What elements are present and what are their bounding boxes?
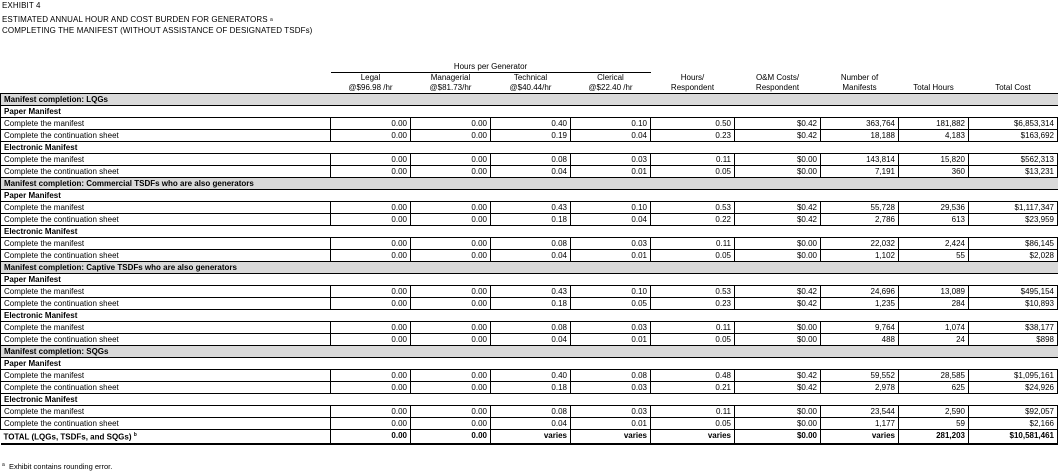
table-row [1, 214, 1058, 226]
table-cell: 0.00 [331, 322, 411, 334]
col-number-of-manifests: Number of Manifests [840, 73, 879, 92]
table-cell: 0.03 [571, 238, 651, 250]
table-cell: 2,786 [821, 214, 899, 226]
table-cell: 24 [899, 334, 969, 346]
table-cell: $0.00 [735, 166, 821, 178]
table-cell: 0.01 [571, 250, 651, 262]
table-cell: 0.03 [571, 322, 651, 334]
table-cell: 0.00 [411, 406, 491, 418]
manifest-type-label: Paper Manifest [1, 274, 1058, 286]
table-cell: 613 [899, 214, 969, 226]
table-cell: $0.42 [735, 202, 821, 214]
table-cell: 0.48 [651, 370, 735, 382]
table-cell: 0.10 [571, 118, 651, 130]
section-header [1, 262, 1058, 274]
row-label: Complete the continuation sheet [1, 130, 331, 142]
row-label: Complete the continuation sheet [1, 250, 331, 262]
row-label: Complete the continuation sheet [1, 214, 331, 226]
table-cell: $92,057 [969, 406, 1058, 418]
table-row [1, 286, 1058, 298]
table-cell: 0.04 [491, 334, 571, 346]
manifest-type-label: Paper Manifest [1, 358, 1058, 370]
table-cell: 0.11 [651, 154, 735, 166]
table-cell: 2,978 [821, 382, 899, 394]
table-cell: 0.11 [651, 406, 735, 418]
table-cell: 0.04 [571, 130, 651, 142]
table-cell: 0.10 [571, 286, 651, 298]
section-header [1, 94, 1058, 106]
table-cell: 0.00 [411, 166, 491, 178]
manifest-type-header [1, 358, 1058, 370]
table-cell: 0.18 [491, 214, 571, 226]
table-cell: 360 [899, 166, 969, 178]
title-line-1: ESTIMATED ANNUAL HOUR AND COST BURDEN FOR GENERATORS [2, 15, 268, 24]
table-cell: 0.00 [331, 118, 411, 130]
table-row [1, 250, 1058, 262]
table-cell: 0.40 [491, 118, 571, 130]
table-cell: 24,696 [821, 286, 899, 298]
table-cell: $0.00 [735, 238, 821, 250]
table-cell: $0.00 [735, 418, 821, 430]
table-cell: 0.53 [651, 202, 735, 214]
table-cell: 0.05 [571, 298, 651, 310]
manifest-type-header [1, 274, 1058, 286]
header-row-group [1, 61, 1058, 73]
table-cell: 143,814 [821, 154, 899, 166]
table-cell: $0.42 [735, 298, 821, 310]
col-om-costs: O&M Costs/ Respondent [755, 73, 800, 92]
footnote-marker: a [2, 462, 5, 468]
table-cell: 0.00 [331, 250, 411, 262]
table-cell: 0.00 [411, 154, 491, 166]
table-cell: $2,028 [969, 250, 1058, 262]
table-cell: 1,177 [821, 418, 899, 430]
table-cell: 0.00 [411, 286, 491, 298]
table-cell: 4,183 [899, 130, 969, 142]
table-cell: 0.43 [491, 202, 571, 214]
total-footnote-marker: b [133, 432, 137, 438]
table-cell: 0.00 [411, 298, 491, 310]
table-cell: 0.00 [331, 298, 411, 310]
table-cell: 0.18 [491, 298, 571, 310]
table-cell: 1,074 [899, 322, 969, 334]
table-cell: $0.42 [735, 382, 821, 394]
row-label: Complete the continuation sheet [1, 418, 331, 430]
section-title: Manifest completion: LQGs [1, 94, 1058, 106]
section-title: Manifest completion: SQGs [1, 346, 1058, 358]
manifest-type-header [1, 142, 1058, 154]
table-cell: $38,177 [969, 322, 1058, 334]
table-cell: 0.00 [411, 334, 491, 346]
table-cell: $0.00 [735, 334, 821, 346]
table-cell: 0.00 [331, 334, 411, 346]
manifest-type-header [1, 190, 1058, 202]
table-row [1, 118, 1058, 130]
table-cell: 0.00 [331, 214, 411, 226]
manifest-type-label: Electronic Manifest [1, 310, 1058, 322]
table-cell: $2,166 [969, 418, 1058, 430]
table-cell: 0.23 [651, 298, 735, 310]
footnote [2, 462, 112, 471]
table-cell: 0.00 [331, 202, 411, 214]
table-cell: 0.50 [651, 118, 735, 130]
table-cell: $0.42 [735, 370, 821, 382]
table-cell: 0.00 [331, 166, 411, 178]
table-cell: $13,231 [969, 166, 1058, 178]
section-header [1, 346, 1058, 358]
table-cell: 0.43 [491, 286, 571, 298]
table-cell: 15,820 [899, 154, 969, 166]
table-cell: 2,424 [899, 238, 969, 250]
table-cell: 0.05 [651, 166, 735, 178]
table-row [1, 406, 1058, 418]
table-cell: 18,188 [821, 130, 899, 142]
table-row [1, 418, 1058, 430]
table-cell: 1,235 [821, 298, 899, 310]
col-managerial: Managerial @$81.73/hr [429, 73, 472, 92]
table-row [1, 130, 1058, 142]
col-total-hours: Total Hours [913, 83, 954, 92]
table-cell: 0.01 [571, 166, 651, 178]
header-row-columns [1, 73, 1058, 94]
table-cell: 0.08 [571, 370, 651, 382]
table-cell: 0.11 [651, 322, 735, 334]
exhibit-number: EXHIBIT 4 [2, 1, 41, 10]
table-cell: 0.19 [491, 130, 571, 142]
table-cell: 0.04 [491, 166, 571, 178]
table-cell: $0.42 [735, 130, 821, 142]
manifest-type-label: Electronic Manifest [1, 226, 1058, 238]
total-cell: varies [651, 430, 735, 444]
table-cell: 0.21 [651, 382, 735, 394]
table-cell: 59 [899, 418, 969, 430]
total-cell: $0.00 [735, 430, 821, 444]
exhibit-title [2, 15, 273, 25]
table-row [1, 166, 1058, 178]
table-cell: 0.00 [331, 406, 411, 418]
table-cell: $24,926 [969, 382, 1058, 394]
row-label: Complete the manifest [1, 202, 331, 214]
table-cell: 59,552 [821, 370, 899, 382]
table-cell: 0.08 [491, 154, 571, 166]
table-cell: 0.00 [411, 418, 491, 430]
col-total-cost: Total Cost [995, 83, 1031, 92]
section-title: Manifest completion: Commercial TSDFs who are also generators [1, 178, 1058, 190]
manifest-type-label: Paper Manifest [1, 106, 1058, 118]
table-cell: 22,032 [821, 238, 899, 250]
exhibit-subtitle: COMPLETING THE MANIFEST (WITHOUT ASSISTANCE OF DESIGNATED TSDFs) [2, 26, 313, 35]
table-cell: 0.18 [491, 382, 571, 394]
row-label: Complete the manifest [1, 370, 331, 382]
table-cell: $0.42 [735, 118, 821, 130]
total-cell: varies [571, 430, 651, 444]
table-cell: 0.00 [411, 370, 491, 382]
table-cell: 13,089 [899, 286, 969, 298]
table-cell: 0.08 [491, 406, 571, 418]
row-label: Complete the manifest [1, 406, 331, 418]
table-row [1, 322, 1058, 334]
table-cell: 0.53 [651, 286, 735, 298]
total-cell: 281,203 [899, 430, 969, 444]
table-cell: 0.04 [491, 418, 571, 430]
table-cell: 0.05 [651, 334, 735, 346]
table-cell: 0.00 [411, 382, 491, 394]
table-cell: 0.23 [651, 130, 735, 142]
table-cell: 0.08 [491, 322, 571, 334]
table-cell: 0.01 [571, 334, 651, 346]
table-row [1, 154, 1058, 166]
total-cell: 0.00 [411, 430, 491, 444]
table-cell: 0.04 [571, 214, 651, 226]
table-cell: $0.00 [735, 250, 821, 262]
row-label: Complete the continuation sheet [1, 382, 331, 394]
row-label: Complete the continuation sheet [1, 298, 331, 310]
total-label [1, 430, 331, 444]
table-cell: 0.40 [491, 370, 571, 382]
total-cell: 0.00 [331, 430, 411, 444]
table-cell: 0.05 [651, 250, 735, 262]
col-clerical: Clerical @$22.40 /hr [588, 73, 633, 92]
table-cell: 0.11 [651, 238, 735, 250]
table-cell: 0.10 [571, 202, 651, 214]
table-row [1, 202, 1058, 214]
table-cell: 0.00 [331, 238, 411, 250]
row-label: Complete the continuation sheet [1, 166, 331, 178]
table-cell: 0.00 [331, 382, 411, 394]
table-cell: 0.01 [571, 418, 651, 430]
table-cell: 0.03 [571, 382, 651, 394]
table-cell: 9,764 [821, 322, 899, 334]
table-cell: 0.00 [331, 286, 411, 298]
total-cell: $10,581,461 [969, 430, 1058, 444]
table-cell: 0.22 [651, 214, 735, 226]
col-legal: Legal @$96.98 /hr [348, 73, 393, 92]
table-cell: 23,544 [821, 406, 899, 418]
table-cell: $6,853,314 [969, 118, 1058, 130]
table-cell: $495,154 [969, 286, 1058, 298]
table-cell: 7,191 [821, 166, 899, 178]
table-row [1, 298, 1058, 310]
table-cell: 0.00 [411, 322, 491, 334]
manifest-type-header [1, 394, 1058, 406]
table-cell: 0.03 [571, 406, 651, 418]
table-row [1, 382, 1058, 394]
manifest-type-label: Electronic Manifest [1, 142, 1058, 154]
table-row [1, 334, 1058, 346]
row-label: Complete the manifest [1, 238, 331, 250]
manifest-type-header [1, 226, 1058, 238]
hours-per-generator-header: Hours per Generator [331, 61, 651, 73]
table-cell: 284 [899, 298, 969, 310]
table-cell: 363,764 [821, 118, 899, 130]
table-cell: $86,145 [969, 238, 1058, 250]
table-cell: 0.05 [651, 418, 735, 430]
row-label: Complete the manifest [1, 154, 331, 166]
footnote-text: Exhibit contains rounding error. [8, 462, 113, 471]
table-cell: 0.03 [571, 154, 651, 166]
total-label-text: TOTAL (LQGs, TSDFs, and SQGs) [3, 432, 132, 442]
table-cell: $1,117,347 [969, 202, 1058, 214]
manifest-type-header [1, 106, 1058, 118]
table-cell: $1,095,161 [969, 370, 1058, 382]
table-cell: 488 [821, 334, 899, 346]
table-cell: 0.00 [331, 418, 411, 430]
table-cell: 625 [899, 382, 969, 394]
row-label: Complete the manifest [1, 118, 331, 130]
burden-table [0, 61, 1058, 445]
table-cell: $0.42 [735, 214, 821, 226]
col-technical: Technical @$40.44/hr [509, 73, 552, 92]
table-cell: 0.00 [411, 250, 491, 262]
table-cell: 0.00 [411, 118, 491, 130]
table-cell: $0.00 [735, 322, 821, 334]
table-cell: 29,536 [899, 202, 969, 214]
manifest-type-label: Paper Manifest [1, 190, 1058, 202]
row-label: Complete the continuation sheet [1, 334, 331, 346]
table-cell: 0.00 [331, 370, 411, 382]
table-cell: 0.08 [491, 238, 571, 250]
table-cell: $562,313 [969, 154, 1058, 166]
table-cell: $898 [969, 334, 1058, 346]
total-cell: varies [821, 430, 899, 444]
table-cell: 1,102 [821, 250, 899, 262]
total-cell: varies [491, 430, 571, 444]
table-cell: 55,728 [821, 202, 899, 214]
table-row [1, 370, 1058, 382]
title-footnote-marker: a [270, 17, 273, 23]
col-hours-respondent: Hours/ Respondent [670, 73, 715, 92]
row-label: Complete the manifest [1, 286, 331, 298]
table-cell: 0.00 [411, 202, 491, 214]
table-cell: 181,882 [899, 118, 969, 130]
table-row [1, 238, 1058, 250]
total-row [1, 430, 1058, 444]
table-cell: $163,692 [969, 130, 1058, 142]
manifest-type-header [1, 310, 1058, 322]
table-cell: 0.00 [411, 238, 491, 250]
table-cell: $10,893 [969, 298, 1058, 310]
row-label: Complete the manifest [1, 322, 331, 334]
table-cell: $0.42 [735, 286, 821, 298]
table-cell: $0.00 [735, 406, 821, 418]
table-cell: 55 [899, 250, 969, 262]
manifest-type-label: Electronic Manifest [1, 394, 1058, 406]
table-cell: $0.00 [735, 154, 821, 166]
table-cell: 2,590 [899, 406, 969, 418]
table-cell: 28,585 [899, 370, 969, 382]
table-cell: 0.00 [331, 130, 411, 142]
table-cell: $23,959 [969, 214, 1058, 226]
section-title: Manifest completion: Captive TSDFs who are also generators [1, 262, 1058, 274]
table-cell: 0.00 [331, 154, 411, 166]
section-header [1, 178, 1058, 190]
table-cell: 0.04 [491, 250, 571, 262]
table-cell: 0.00 [411, 214, 491, 226]
table-cell: 0.00 [411, 130, 491, 142]
